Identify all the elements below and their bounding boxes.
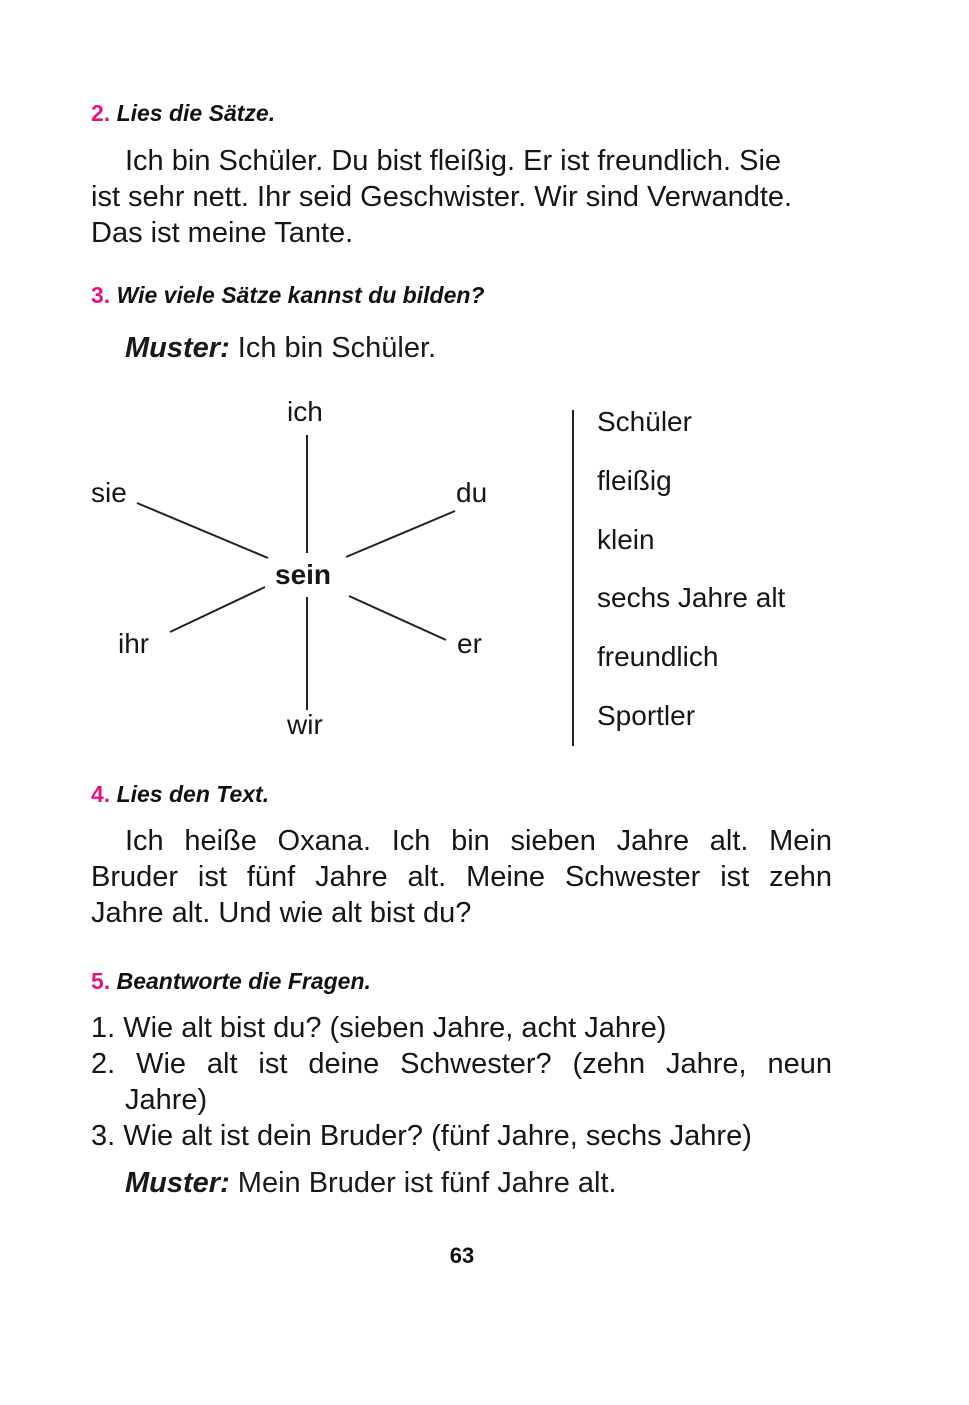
line-er [349,596,446,640]
question-item: 3. Wie alt ist dein Bruder? (fünf Jahre, sechs Jahre) [91,1120,752,1152]
task-2-line: Ich bin Schüler. Du bist fleißig. Er ist freundlich. Sie [125,145,782,177]
pronoun-du: du [456,477,488,508]
question-item: 1. Wie alt bist du? (sieben Jahre, acht Jahre) [91,1012,667,1044]
complement-item: freundlich [597,641,719,672]
complement-item: Schüler [597,406,692,437]
task-2-number: 2. [91,100,111,126]
verb-sein: sein [275,559,332,590]
pronoun-ich: ich [287,396,323,427]
task-4-number: 4. [91,781,111,807]
line-du [346,511,455,557]
task-5-muster [125,1165,617,1201]
muster-label: Muster: [125,1167,230,1199]
task-3-title: Wie viele Sätze kannst du bilden? [116,282,485,308]
muster-example: Mein Bruder ist fünf Jahre alt. [229,1167,617,1199]
question-item-continuation: Jahre) [125,1084,208,1116]
muster-label: Muster: [125,332,230,364]
task-5-heading [91,968,371,995]
complement-item: Sportler [597,700,696,731]
complement-item: sechs Jahre alt [597,582,786,613]
complement-item: klein [597,524,655,555]
muster-example: Ich bin Schüler. [229,332,437,364]
pronoun-sie: sie [91,477,127,508]
task-5-number: 5. [91,968,111,994]
pronoun-wir: wir [287,709,323,740]
line-ihr [170,587,265,632]
task-4-line: Ich heiße Oxana. Ich bin sieben Jahre alt. Mein [125,825,832,857]
task-4-title: Lies den Text. [116,781,270,807]
task-5-title: Beantworte die Fragen. [116,968,371,994]
task-4-line: Jahre alt. Und wie alt bist du? [91,897,472,929]
task-4-heading [91,781,269,808]
line-sie [137,503,268,558]
task-4-line: Bruder ist fünf Jahre alt. Meine Schwester ist zehn [91,861,832,893]
task-3-number: 3. [91,282,111,308]
pronoun-er: er [457,628,482,659]
page-number: 63 [449,1243,475,1268]
task-2-line: ist sehr nett. Ihr seid Geschwister. Wir sind Verwandte. [91,181,793,213]
pronoun-ihr: ihr [118,628,150,659]
question-item: 2. Wie alt ist deine Schwester? (zehn Jahre, neun [91,1048,832,1080]
task-2-line: Das ist meine Tante. [91,217,354,249]
complement-item: fleißig [597,465,672,496]
task-2-title: Lies die Sätze. [116,100,276,126]
